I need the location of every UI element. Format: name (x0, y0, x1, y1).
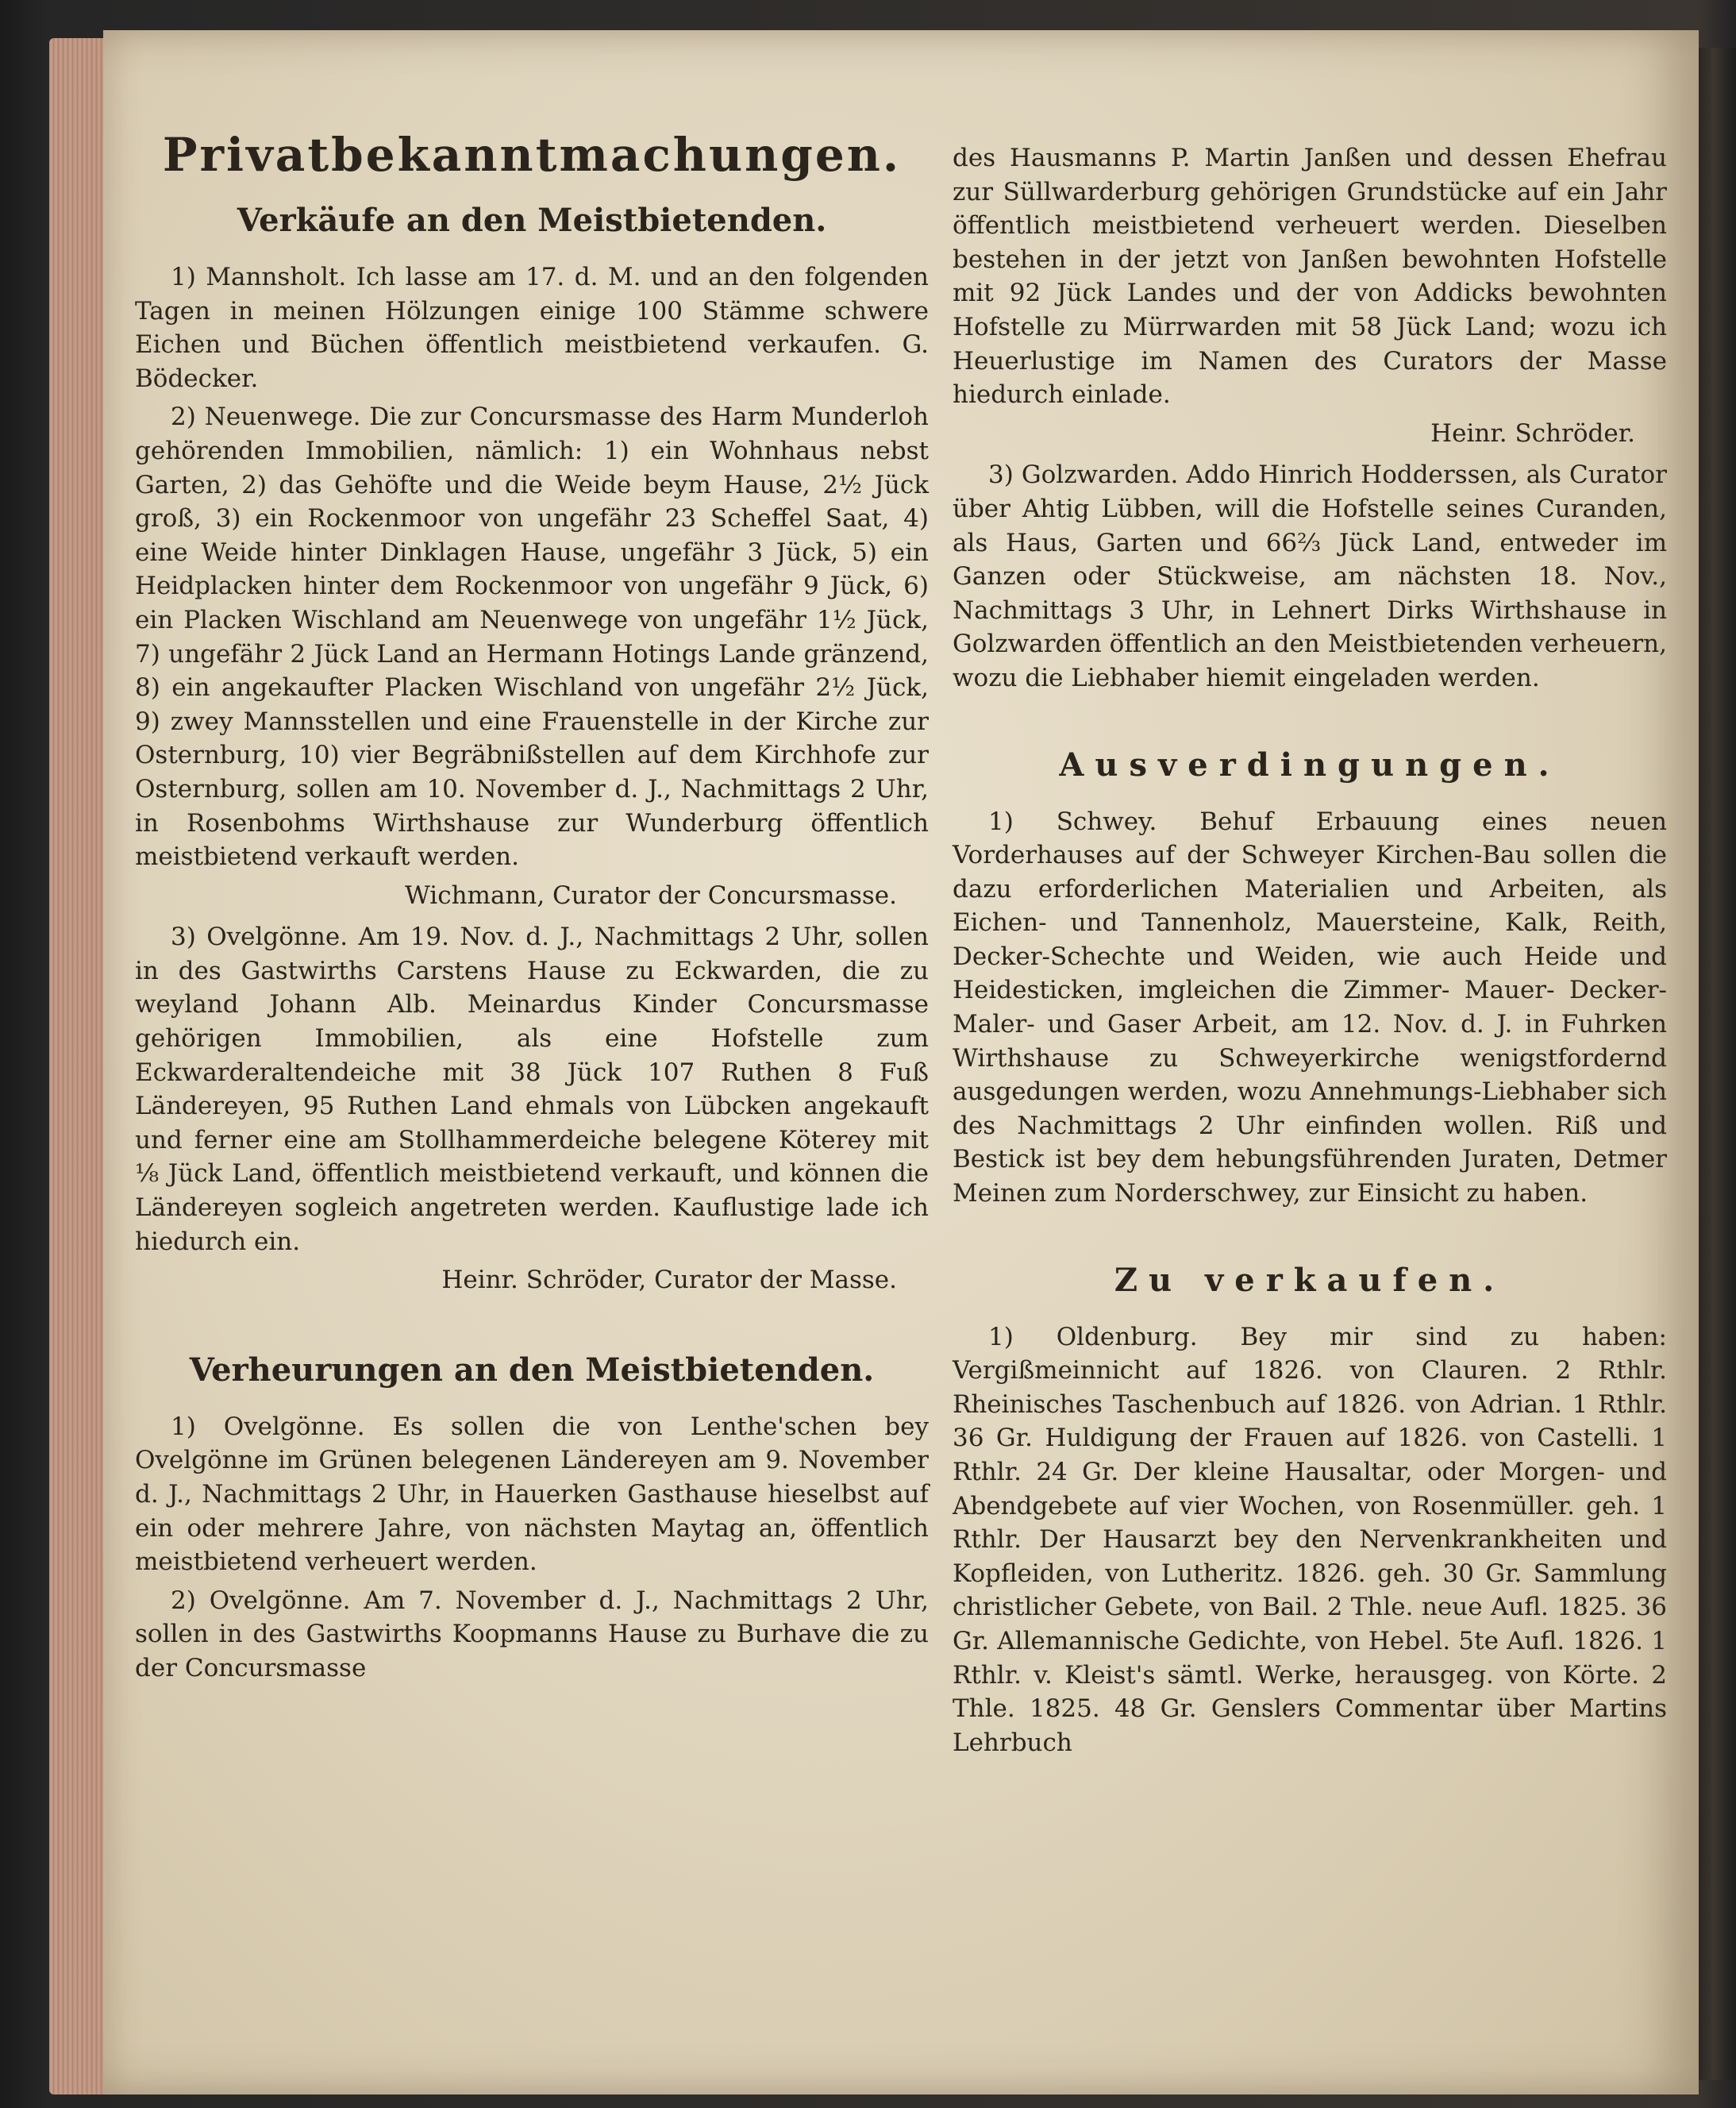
notice-neuenwege: 2) Neuenwege. Die zur Concursmasse des Harm Munderloh gehörenden Immobilien, nämlich: 1) ein Wohnhaus nebst Garten, 2) das Gehöfte und die Weide beym Hause, 2½ Jück groß, 3) ein Rockenmoor von ungefähr 23 Scheffel Saat, 4) eine Weide hinter Dinklagen Hause, ungefähr 3 Jück, 5) ein Heidplacken hinter dem Rockenmoor von ungefähr 9 Jück, 6) ein Placken Wischland am Neuenwege von ungefähr 1½ Jück, 7) ungefähr 2 Jück Land an Hermann Hotings Lande gränzend, 8) ein angekaufter Placken Wischland von ungefähr 2½ Jück, 9) zwey Mannsstellen und eine Frauenstelle in der Kirche zur Osternburg, 10) vier Begräbnißstellen auf dem Kirchhofe zur Osternburg, sollen am 10. November d. J., Nachmittags 2 Uhr, in Rosenbohms Wirthshause zur Wunderburg öffentlich meistbietend verkauft werden. (135, 403, 929, 872)
notice-ovelgoenne-lease-1: 1) Ovelgönne. Es sollen die von Lenthe'schen bey Ovelgönne im Grünen belegenen Ländereyen am 9. November d. J., Nachmittags 2 Uhr, in Hauerken Gasthause hieselbst auf ein oder mehrere Jahre, von nächsten Maytag an, öffentlich meistbietend verheuert werden. (135, 1412, 929, 1577)
masthead: Privatbekanntmachungen. (162, 128, 902, 182)
notice-ovelgoenne-sale: 3) Ovelgönne. Am 19. Nov. d. J., Nachmittags 2 Uhr, sollen in des Gastwirths Carstens Hause zu Eckwarden, die zu weyland Johann Alb. Meinardus Kinder Concursmasse gehörigen Immobilien, als eine Hofstelle zum Eckwarderaltendeiche mit 38 Jück 107 Ruthen 8 Fuß Ländereyen, 95 Ruthen Land ehmals von Lübcken angekauft und ferner eine am Stollhammerdeiche belegene Köterey mit ⅛ Jück Land, öffentlich meistbietend verkauft, und können die Ländereyen sogleich angetreten werden. Kauflustige lade ich hiedurch ein. (135, 923, 929, 1256)
notice-golzwarden: 3) Golzwarden. Addo Hinrich Hodderssen, als Curator über Ahtig Lübben, will die Hofstelle seines Curanden, als Haus, Garten und 66⅔ Jück Land, entweder im Ganzen oder Stückweise, am nächsten 18. Nov., Nachmittags 3 Uhr, in Lehnert Dirks Wirthshause in Golzwarden öffentlich an den Meistbietenden verheuern, wozu die Liebhaber hiemit eingeladen werden. (953, 461, 1667, 692)
signature-continuation: Heinr. Schröder. (1430, 418, 1635, 448)
left-column (135, 127, 929, 1690)
section-title-for-sale: Zu verkaufen. (1114, 1261, 1506, 1299)
right-column (953, 141, 1667, 1764)
section-title-leases: Verheurungen an den Meistbietenden. (189, 1351, 875, 1389)
book-gutter (1699, 48, 1736, 2080)
notice-schwey: 1) Schwey. Behuf Erbauung eines neuen Vorderhauses auf der Schweyer Kirchen-Bau sollen die dazu erforderlichen Materialien und Arbeiten, als Eichen- und Tannenholz, Mauersteine, Kalk, Reith, Decker-Schechte und Weiden, wie auch Heide und Heidesticken, imgleichen die Zimmer- Mauer- Decker- Maler- und Gaser Arbeit, am 12. Nov. d. J. in Fuhrken Wirthshause zu Schweyerkirche wenigstfordernd ausgedungen werden, wozu Annehmungs-Liebhaber sich des Nachmittags 2 Uhr einfinden wollen. Riß und Bestick ist bey dem hebungsführenden Juraten, Detmer Meinen zum Norderschwey, zur Einsicht zu haben. (953, 807, 1667, 1208)
notice-continuation: des Hausmanns P. Martin Janßen und dessen Ehefrau zur Süllwarderburg gehörigen Grundstücke auf ein Jahr öffentlich meistbietend verheuert werden. Dieselben bestehen in der jetzt von Janßen bewohnten Hofstelle mit 92 Jück Landes und der von Addicks bewohnten Hofstelle zu Mürrwarden mit 58 Jück Land; wozu ich Heuerlustige im Namen des Curators der Masse hiedurch einlade. (953, 144, 1667, 410)
signature-schroeder: Heinr. Schröder, Curator der Masse. (441, 1266, 897, 1295)
notice-ovelgoenne-lease-2: 2) Ovelgönne. Am 7. November d. J., Nachmittags 2 Uhr, sollen in des Gastwirths Koopmanns Hause zu Burhave die zu der Concursmasse (135, 1586, 929, 1682)
notice-mannsholt: 1) Mannsholt. Ich lasse am 17. d. M. und an den folgenden Tagen in meinen Hölzungen einige 100 Stämme schwere Eichen und Büchen öffentlich meistbietend verkaufen. G. Bödecker. (135, 263, 929, 393)
notice-oldenburg-books: 1) Oldenburg. Bey mir sind zu haben: Vergißmeinnicht auf 1826. von Clauren. 2 Rthlr. Rheinisches Taschenbuch auf 1826. von Adrian. 1 Rthlr. 36 Gr. Huldigung der Frauen auf 1826. von Castelli. 1 Rthlr. 24 Gr. Der kleine Hausaltar, oder Morgen- und Abendgebete auf vier Wochen, von Rosenmüller. geh. 1 Rthlr. Der Hausarzt bey den Nervenkrankheiten und Kopfleiden, von Lutheritz. 1826. geh. 30 Gr. Sammlung christlicher Gebete, von Bail. 2 Thle. neue Aufl. 1825. 36 Gr. Allemannische Gedichte, von Hebel. 5te Aufl. 1826. 1 Rthlr. v. Kleist's sämtl. Werke, herausgeg. von Körte. 2 Thle. 1825. 48 Gr. Genslers Commentar über Martins Lehrbuch (953, 1322, 1667, 1757)
section-title-tenders: Ausverdingungen. (1059, 746, 1561, 784)
signature-wichmann: Wichmann, Curator der Concursmasse. (404, 881, 897, 910)
section-title-sales: Verkäufe an den Meistbietenden. (237, 202, 827, 239)
